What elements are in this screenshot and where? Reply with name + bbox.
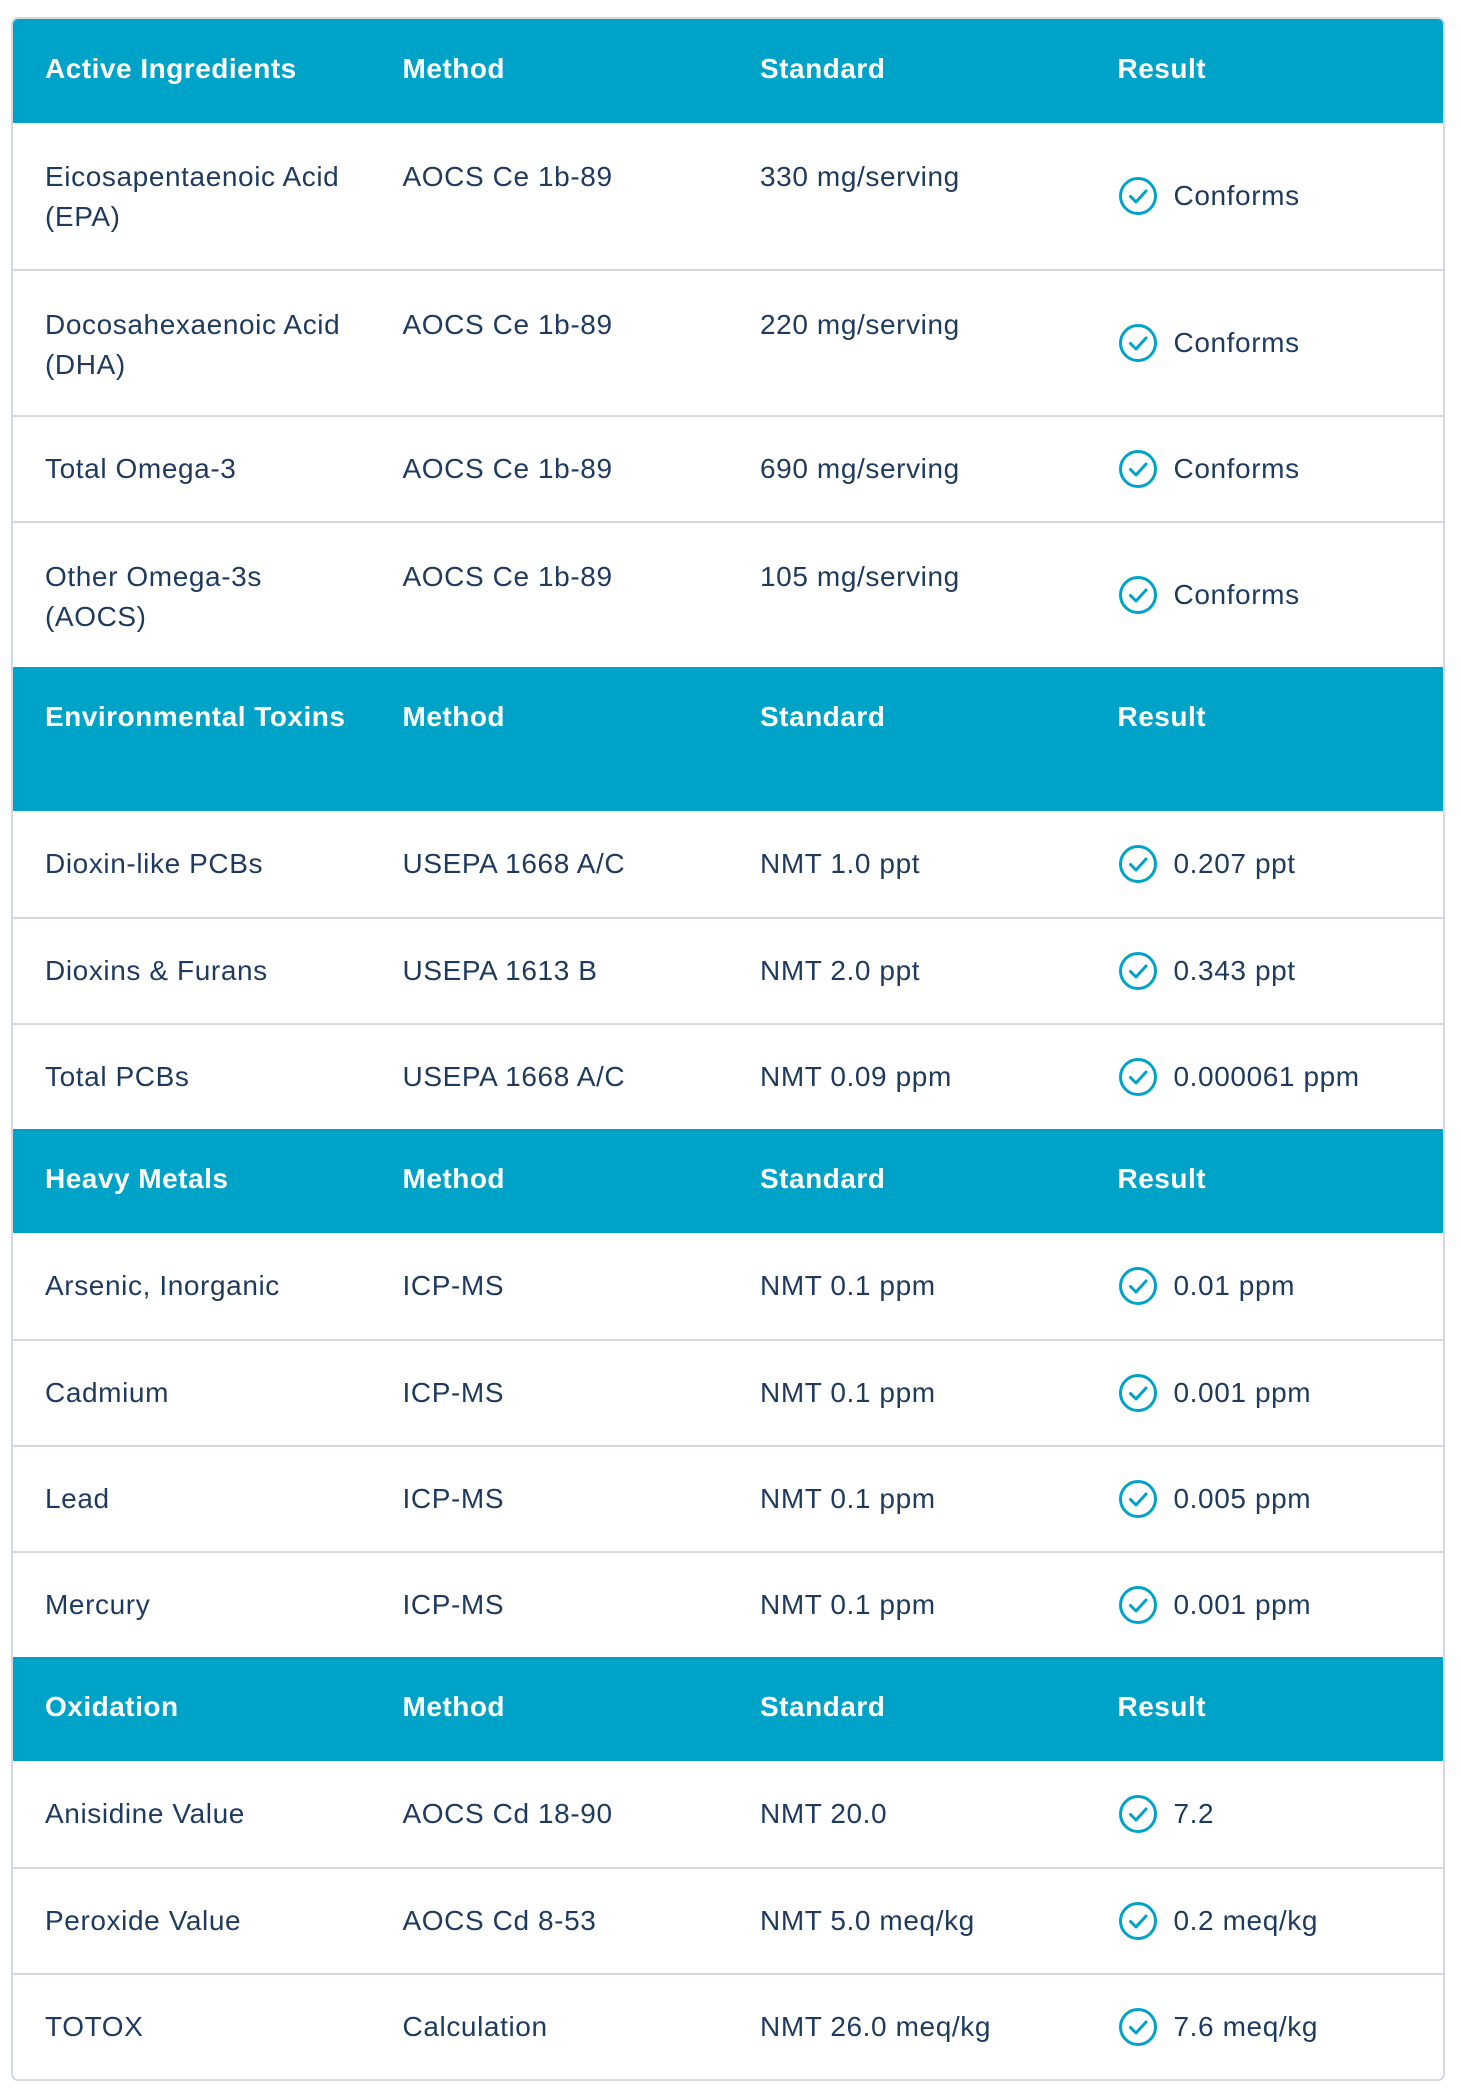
row-standard: 220 mg/serving — [760, 309, 960, 340]
result-value: 7.6 meq/kg — [1173, 2011, 1319, 2042]
header-result: Result — [1117, 1163, 1207, 1194]
table-row — [13, 1233, 1443, 1339]
row-name: Anisidine Value — [45, 1798, 245, 1829]
row-method: Calculation — [402, 2011, 548, 2042]
result-value: 0.005 ppm — [1173, 1483, 1312, 1514]
header-standard: Standard — [760, 701, 886, 732]
table-row — [13, 1339, 1443, 1445]
table-row — [13, 1761, 1443, 1867]
row-name: Cadmium — [45, 1377, 170, 1408]
row-standard: NMT 5.0 meq/kg — [760, 1905, 975, 1936]
check-circle-icon — [1118, 844, 1158, 884]
row-standard: 690 mg/serving — [760, 453, 960, 484]
table-row — [13, 521, 1443, 667]
row-method: ICP-MS — [402, 1270, 505, 1301]
check-circle-icon — [1118, 1794, 1158, 1834]
row-result — [1086, 575, 1444, 615]
result-value: 0.01 ppm — [1173, 1270, 1296, 1301]
row-standard: NMT 26.0 meq/kg — [760, 2011, 992, 2042]
table-row — [13, 415, 1443, 521]
row-method: ICP-MS — [402, 1483, 505, 1514]
header-standard: Standard — [760, 1163, 886, 1194]
header-category: Oxidation — [45, 1691, 179, 1722]
check-circle-icon — [1118, 1373, 1158, 1413]
row-result — [1086, 844, 1444, 884]
check-circle-icon — [1118, 1585, 1158, 1625]
check-circle-icon — [1118, 176, 1158, 216]
row-result — [1086, 1373, 1444, 1413]
table-row — [13, 917, 1443, 1023]
table-row — [13, 123, 1443, 269]
header-standard: Standard — [760, 53, 886, 84]
row-method: AOCS Cd 8-53 — [402, 1905, 597, 1936]
row-method: AOCS Ce 1b-89 — [402, 561, 613, 592]
row-method: AOCS Cd 18-90 — [402, 1798, 613, 1829]
row-name: Total Omega-3 — [45, 453, 237, 484]
result-value: 0.000061 ppm — [1173, 1061, 1360, 1092]
table-row — [13, 1445, 1443, 1551]
check-circle-icon — [1118, 323, 1158, 363]
row-method: USEPA 1668 A/C — [402, 848, 626, 879]
row-standard: NMT 0.09 ppm — [760, 1061, 952, 1092]
row-standard: NMT 0.1 ppm — [760, 1270, 936, 1301]
row-name: Arsenic, Inorganic — [45, 1270, 280, 1301]
header-category: Active Ingredients — [45, 53, 297, 84]
row-result — [1086, 1057, 1444, 1097]
check-circle-icon — [1118, 1901, 1158, 1941]
row-standard: NMT 1.0 ppt — [760, 848, 921, 879]
row-result — [1086, 323, 1444, 363]
section-header-heavy-metals — [13, 1129, 1443, 1233]
result-value: Conforms — [1173, 453, 1300, 484]
table-row — [13, 1973, 1443, 2079]
row-method: AOCS Ce 1b-89 — [402, 453, 613, 484]
result-value: 0.2 meq/kg — [1173, 1905, 1319, 1936]
check-circle-icon — [1118, 1266, 1158, 1306]
header-method: Method — [402, 53, 506, 84]
row-method: USEPA 1613 B — [402, 955, 598, 986]
row-standard: NMT 0.1 ppm — [760, 1589, 936, 1620]
row-result — [1086, 1585, 1444, 1625]
row-name: Lead — [45, 1483, 110, 1514]
section-header-oxidation — [13, 1657, 1443, 1761]
row-name: TOTOX — [45, 2011, 144, 2042]
row-method: USEPA 1668 A/C — [402, 1061, 626, 1092]
row-name: Docosahexaenoic Acid (DHA) — [45, 309, 341, 380]
row-method: AOCS Ce 1b-89 — [402, 161, 613, 192]
row-result — [1086, 2007, 1444, 2047]
table-row — [13, 1023, 1443, 1129]
header-method: Method — [402, 1691, 506, 1722]
table-row — [13, 811, 1443, 917]
row-result — [1086, 1794, 1444, 1834]
header-category: Heavy Metals — [45, 1163, 229, 1194]
row-result — [1086, 1479, 1444, 1519]
result-value: 0.001 ppm — [1173, 1377, 1312, 1408]
header-result: Result — [1117, 701, 1207, 732]
row-result — [1086, 951, 1444, 991]
table-row — [13, 1551, 1443, 1657]
result-value: Conforms — [1173, 180, 1300, 211]
header-category: Environmental Toxins — [45, 701, 346, 732]
header-standard: Standard — [760, 1691, 886, 1722]
row-method: AOCS Ce 1b-89 — [402, 309, 613, 340]
row-name: Dioxin-like PCBs — [45, 848, 264, 879]
check-circle-icon — [1118, 575, 1158, 615]
check-circle-icon — [1118, 1479, 1158, 1519]
row-standard: 330 mg/serving — [760, 161, 960, 192]
row-name: Mercury — [45, 1589, 151, 1620]
row-standard: NMT 2.0 ppt — [760, 955, 921, 986]
result-value: Conforms — [1173, 579, 1300, 610]
row-result — [1086, 1266, 1444, 1306]
result-value: Conforms — [1173, 327, 1300, 358]
row-result — [1086, 1901, 1444, 1941]
row-method: ICP-MS — [402, 1589, 505, 1620]
row-standard: 105 mg/serving — [760, 561, 960, 592]
table-row — [13, 1867, 1443, 1973]
row-standard: NMT 20.0 — [760, 1798, 888, 1829]
header-method: Method — [402, 1163, 506, 1194]
result-value: 0.343 ppt — [1173, 955, 1296, 986]
row-name: Total PCBs — [45, 1061, 190, 1092]
check-circle-icon — [1118, 2007, 1158, 2047]
row-name: Other Omega-3s (AOCS) — [45, 561, 262, 632]
row-result — [1086, 449, 1444, 489]
section-header-active-ingredients — [13, 19, 1443, 123]
result-value: 7.2 — [1173, 1798, 1215, 1829]
row-name: Dioxins & Furans — [45, 955, 268, 986]
header-method: Method — [402, 701, 506, 732]
check-circle-icon — [1118, 951, 1158, 991]
row-name: Eicosapentaenoic Acid (EPA) — [45, 161, 340, 232]
test-results-table — [11, 17, 1445, 2081]
check-circle-icon — [1118, 1057, 1158, 1097]
row-method: ICP-MS — [402, 1377, 505, 1408]
header-result: Result — [1117, 1691, 1207, 1722]
result-value: 0.001 ppm — [1173, 1589, 1312, 1620]
row-name: Peroxide Value — [45, 1905, 242, 1936]
section-header-environmental-toxins — [13, 667, 1443, 811]
table-row — [13, 269, 1443, 415]
row-standard: NMT 0.1 ppm — [760, 1483, 936, 1514]
check-circle-icon — [1118, 449, 1158, 489]
result-value: 0.207 ppt — [1173, 848, 1296, 879]
row-standard: NMT 0.1 ppm — [760, 1377, 936, 1408]
header-result: Result — [1117, 53, 1207, 84]
row-result — [1086, 176, 1444, 216]
